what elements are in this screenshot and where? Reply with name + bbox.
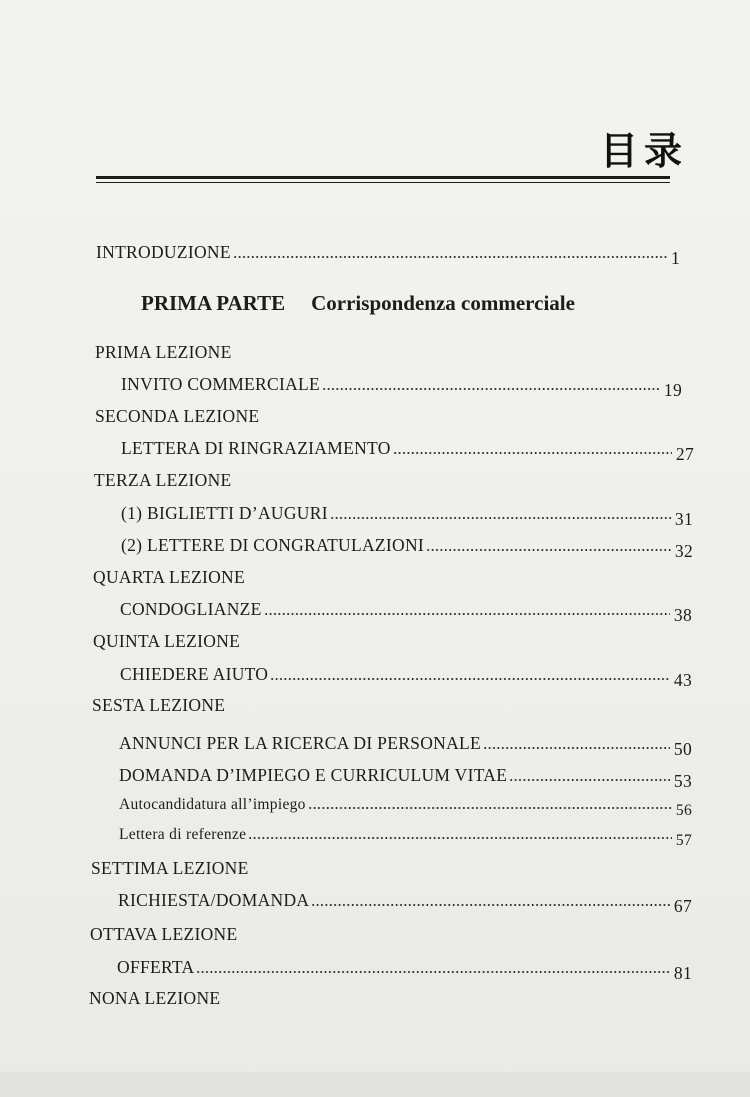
lesson-heading: TERZA LEZIONE bbox=[94, 470, 232, 490]
toc-page-number: 50 bbox=[673, 739, 692, 759]
toc-entry-label: CHIEDERE AIUTO bbox=[120, 664, 269, 684]
leader-dots bbox=[311, 904, 670, 906]
leader-dots bbox=[509, 779, 670, 781]
toc-entry bbox=[121, 374, 682, 400]
toc-entry bbox=[119, 733, 692, 759]
toc-page-number: 81 bbox=[673, 963, 692, 983]
toc-entry-label: ANNUNCI PER LA RICERCA DI PERSONALE bbox=[119, 733, 481, 753]
leader-dots bbox=[426, 549, 671, 551]
toc-entry-label: DOMANDA D’IMPIEGO E CURRICULUM VITAE bbox=[119, 765, 508, 785]
page-bottom-edge bbox=[0, 1072, 750, 1097]
toc-page-number: 38 bbox=[673, 605, 692, 625]
toc-entry bbox=[117, 957, 692, 983]
toc-entry-label: INTRODUZIONE bbox=[96, 242, 231, 262]
toc-entry bbox=[120, 664, 692, 690]
toc-entry-label: OFFERTA bbox=[117, 957, 195, 977]
leader-dots bbox=[330, 517, 671, 519]
toc-page-number: 31 bbox=[674, 509, 693, 529]
title-rule-thick bbox=[96, 176, 670, 179]
toc-entry bbox=[119, 765, 692, 791]
toc-entry bbox=[119, 826, 692, 849]
toc-entry-label: Lettera di referenze bbox=[119, 826, 247, 843]
leader-dots bbox=[393, 452, 672, 454]
toc-page-number: 27 bbox=[675, 444, 694, 464]
toc-entry bbox=[121, 535, 693, 561]
lesson-heading: PRIMA LEZIONE bbox=[95, 342, 232, 362]
leader-dots bbox=[196, 971, 669, 973]
toc-page-number: 32 bbox=[674, 541, 693, 561]
toc-page-number: 67 bbox=[673, 896, 692, 916]
toc-entry-label: (1) BIGLIETTI D’AUGURI bbox=[121, 503, 328, 523]
toc-entry bbox=[118, 890, 692, 916]
toc-entry-label: RICHIESTA/DOMANDA bbox=[118, 890, 310, 910]
leader-dots bbox=[233, 256, 667, 258]
part-subtitle: Corrispondenza commerciale bbox=[311, 291, 575, 315]
lesson-heading: SECONDA LEZIONE bbox=[95, 406, 260, 426]
toc-entry bbox=[120, 599, 692, 625]
toc-page-number: 56 bbox=[675, 802, 692, 819]
lesson-heading: SETTIMA LEZIONE bbox=[91, 858, 249, 878]
leader-dots bbox=[308, 807, 672, 809]
title-rule-thin bbox=[96, 182, 670, 183]
leader-dots bbox=[248, 837, 672, 839]
toc-page-number: 43 bbox=[673, 670, 692, 690]
toc-entry-introduzione bbox=[96, 242, 680, 268]
lesson-heading: NONA LEZIONE bbox=[89, 988, 221, 1008]
part-label: PRIMA PARTE bbox=[141, 291, 286, 315]
toc-page-number: 19 bbox=[663, 380, 682, 400]
lesson-heading: QUARTA LEZIONE bbox=[93, 567, 245, 587]
toc-entry-label: (2) LETTERE DI CONGRATULAZIONI bbox=[121, 535, 425, 555]
leader-dots bbox=[270, 678, 670, 680]
toc-entry-label: INVITO COMMERCIALE bbox=[121, 374, 321, 394]
toc-entry bbox=[119, 796, 692, 819]
lesson-heading: SESTA LEZIONE bbox=[92, 695, 226, 715]
toc-entry-label: LETTERA DI RINGRAZIAMENTO bbox=[121, 438, 391, 458]
leader-dots bbox=[483, 747, 670, 749]
leader-dots bbox=[264, 613, 670, 615]
lesson-heading: OTTAVA LEZIONE bbox=[90, 924, 238, 944]
toc-page-number: 1 bbox=[670, 248, 680, 268]
lesson-heading: QUINTA LEZIONE bbox=[93, 631, 241, 651]
page-title: 目录 bbox=[599, 129, 688, 173]
toc-entry bbox=[121, 503, 693, 529]
toc-entry bbox=[121, 438, 694, 464]
part-heading bbox=[141, 291, 575, 316]
toc-entry-label: Autocandidatura all’impiego bbox=[119, 796, 306, 813]
toc-page-number: 57 bbox=[675, 832, 692, 849]
toc-page-number: 53 bbox=[673, 771, 692, 791]
leader-dots bbox=[322, 388, 660, 390]
toc-entry-label: CONDOGLIANZE bbox=[120, 599, 262, 619]
